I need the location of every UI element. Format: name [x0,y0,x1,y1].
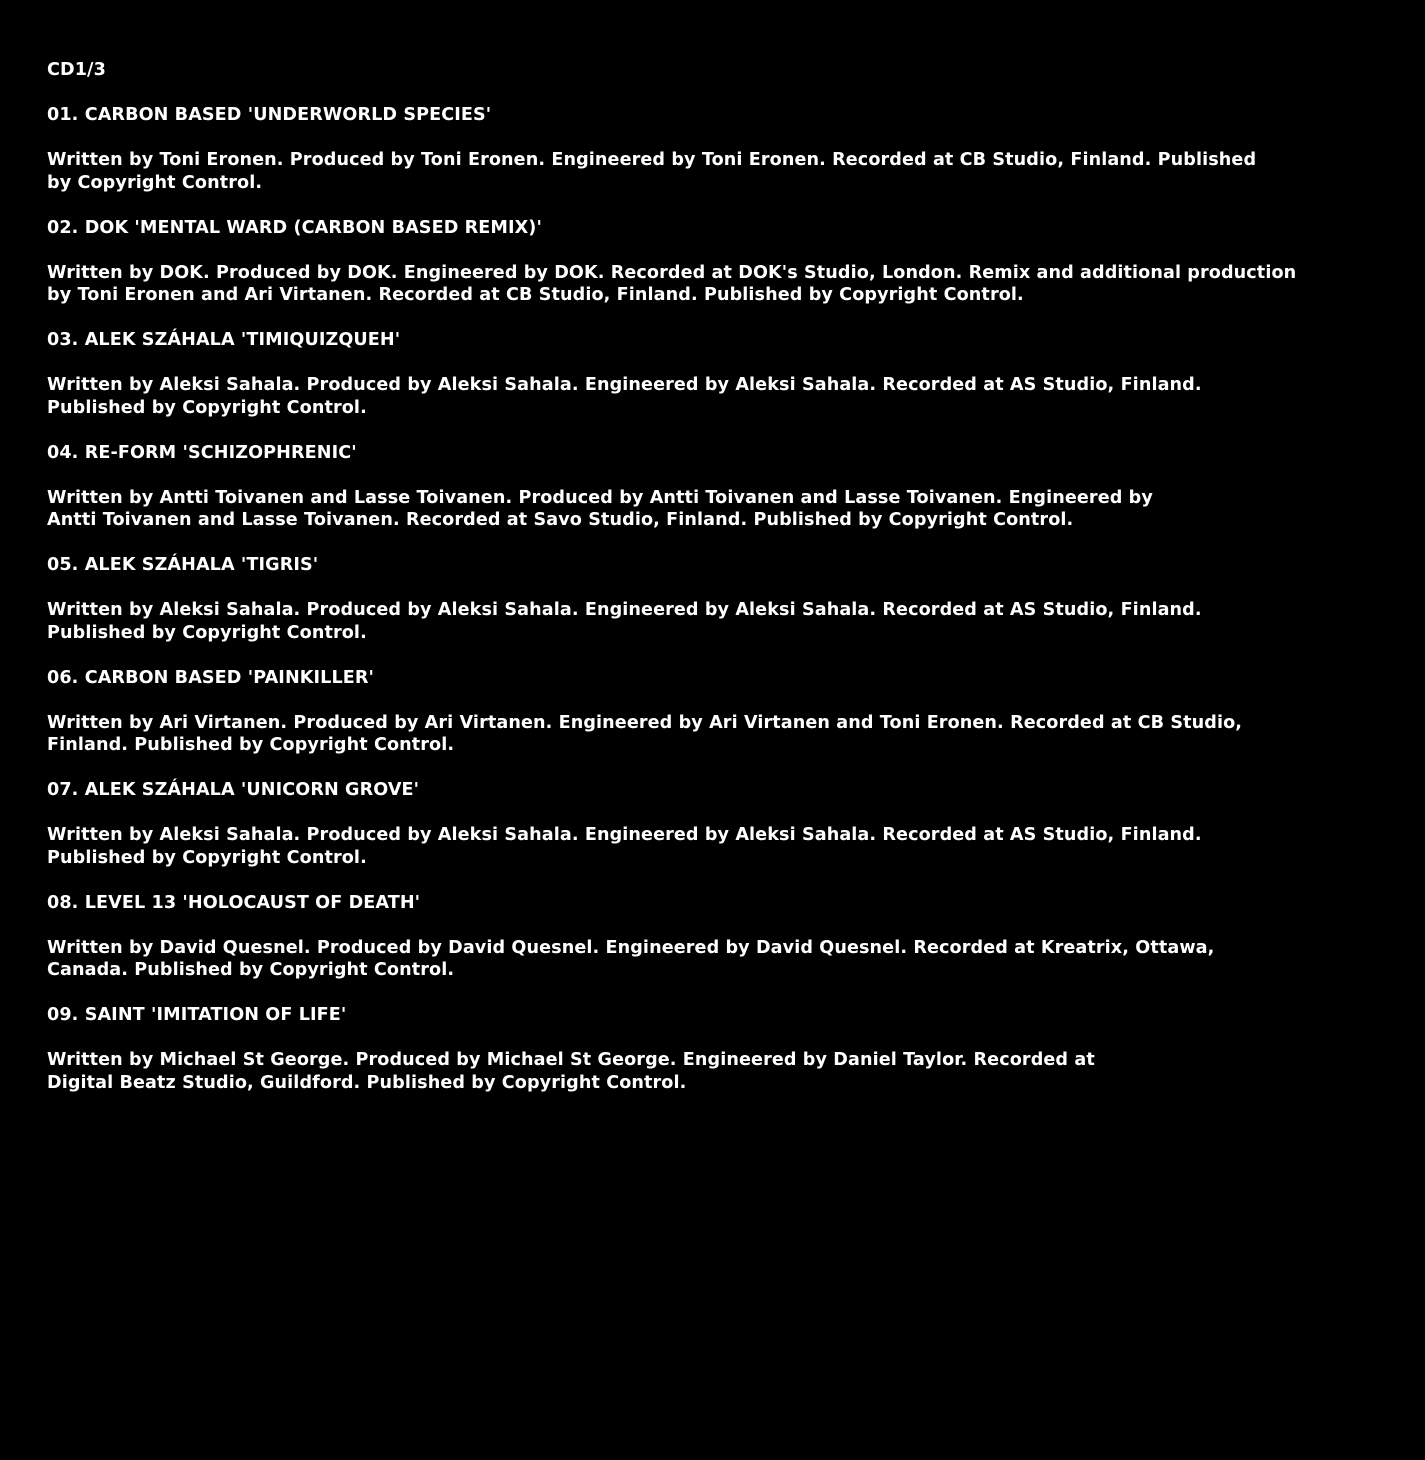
track-entry [47,892,1387,982]
credits-line: Canada. Published by Copyright Control. [47,960,455,980]
track-title: 05. ALEK SZÁHALA 'TIGRIS' [47,555,319,575]
track-entry [47,554,1387,644]
credits-line: Published by Copyright Control. [47,397,367,418]
track-title: 02. DOK 'MENTAL WARD (CARBON BASED REMIX)' [47,217,542,238]
track-title: 09. SAINT 'IMITATION OF LIFE' [47,1005,347,1025]
track-credits [47,599,1387,644]
credits-line: Written by DOK. Produced by DOK. Engineered by DOK. Recorded at DOK's Studio, London. Remix and additional production [47,262,1297,283]
credits-line: Written by Aleksi Sahala. Produced by Aleksi Sahala. Engineered by Aleksi Sahala. Recorded at AS Studio, Finland. [47,825,1202,845]
track-entry [47,329,1387,419]
track-title: 01. CARBON BASED 'UNDERWORLD SPECIES' [47,105,492,125]
credits-line: Written by Aleksi Sahala. Produced by Aleksi Sahala. Engineered by Aleksi Sahala. Recorded at AS Studio, Finland. [47,600,1202,620]
credits-line: by Toni Eronen and Ari Virtanen. Recorded at CB Studio, Finland. Published by Copyright Control. [47,285,1024,305]
track-credits [47,262,1387,307]
track-credits [47,824,1387,869]
track-credits [47,937,1387,982]
track-entry [47,1004,1387,1094]
credits-line: Antti Toivanen and Lasse Toivanen. Recorded at Savo Studio, Finland. Published by Copyright Control. [47,510,1074,530]
disc-label: CD1/3 [47,60,106,80]
track-credits [47,149,1387,194]
track-entry [47,442,1387,532]
track-title: 06. CARBON BASED 'PAINKILLER' [47,667,375,688]
credits-line: Finland. Published by Copyright Control. [47,735,455,755]
track-credits [47,1049,1387,1094]
credits-line: Written by David Quesnel. Produced by David Quesnel. Engineered by David Quesnel. Recorded at Kreatrix, Ottawa, [47,937,1215,958]
credits-line: Published by Copyright Control. [47,622,367,643]
credits-line: Published by Copyright Control. [47,847,367,868]
track-credits [47,712,1387,757]
track-title: 07. ALEK SZÁHALA 'UNICORN GROVE' [47,780,420,800]
track-title: 03. ALEK SZÁHALA 'TIMIQUIZQUEH' [47,330,401,350]
track-title: 08. LEVEL 13 'HOLOCAUST OF DEATH' [47,892,421,913]
track-entry [47,779,1387,869]
credits-line: Written by Aleksi Sahala. Produced by Aleksi Sahala. Engineered by Aleksi Sahala. Recorded at AS Studio, Finland. [47,375,1202,395]
track-entry [47,104,1387,194]
track-credits [47,374,1387,419]
credits-line: Digital Beatz Studio, Guildford. Published by Copyright Control. [47,1072,687,1093]
credits-sheet [47,59,1387,1117]
track-entry [47,217,1387,307]
credits-line: Written by Michael St George. Produced by Michael St George. Engineered by Daniel Taylor. Recorded at [47,1050,1095,1070]
credits-line: Written by Toni Eronen. Produced by Toni Eronen. Engineered by Toni Eronen. Recorded at CB Studio, Finland. Published [47,150,1257,170]
track-title: 04. RE-FORM 'SCHIZOPHRENIC' [47,442,357,463]
track-credits [47,487,1387,532]
credits-line: by Copyright Control. [47,172,263,193]
track-entry [47,667,1387,757]
credits-line: Written by Ari Virtanen. Produced by Ari Virtanen. Engineered by Ari Virtanen and Toni Eronen. Recorded at CB Studio, [47,712,1243,733]
credits-line: Written by Antti Toivanen and Lasse Toivanen. Produced by Antti Toivanen and Lasse Toivanen. Engineered by [47,487,1153,508]
